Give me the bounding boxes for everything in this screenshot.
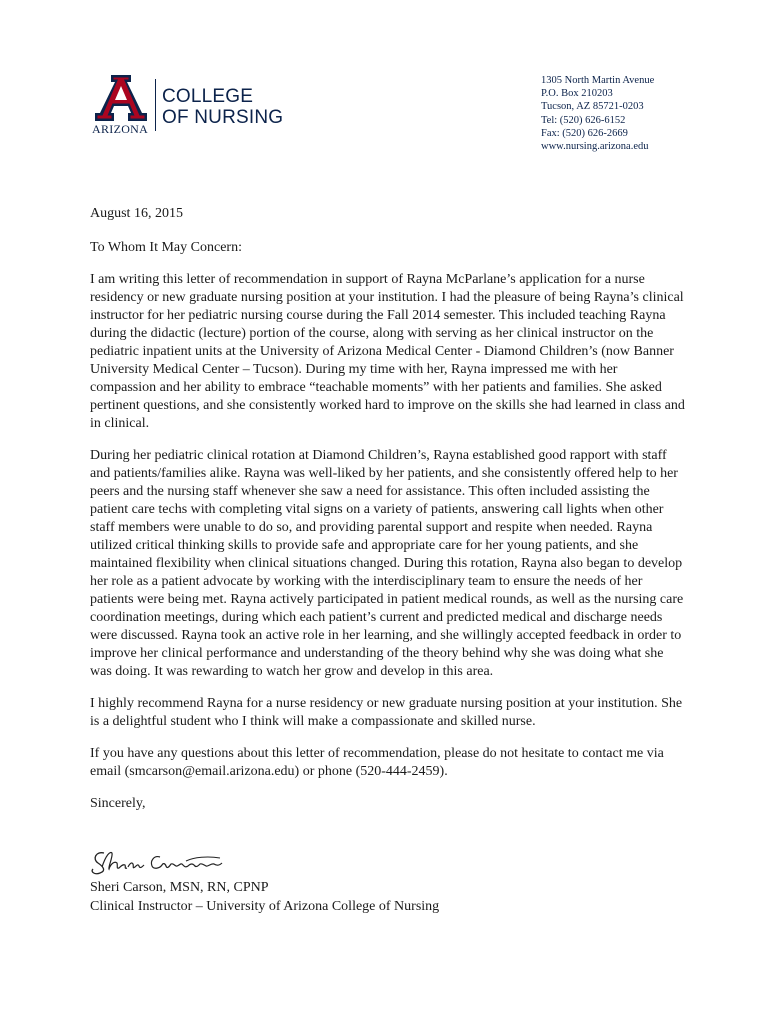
address-telephone: Tel: (520) 626-6152 (541, 114, 626, 126)
logo-divider (155, 79, 156, 131)
letterhead-address (541, 74, 654, 153)
letter-body (90, 205, 685, 813)
logo-arizona-wordmark: ARIZONA (92, 122, 149, 136)
letter-closing: Sincerely, (90, 796, 146, 811)
university-logo (92, 73, 284, 137)
paragraph-introduction: I am writing this letter of recommendation in support of Rayna McParlane’s application for a nurse residency or new graduate nursing position at your institution. I had the pleasure of being Rayna’s clinical instructor for her pediatric nursing course during the Fall 2014 semester. This included teaching Rayna during the didactic (lecture) portion of the course, along with serving as her clinical instructor on the pediatric inpatient units at the University of Arizona Medical Center - Diamond Children’s (now Banner University Medical Center – Tucson). During my time with her, Rayna impressed me with her compassion and her ability to embrace “teachable moments” with her patients and families. She asked pertinent questions, and she consistently worked hard to improve on the skills she had learned in class and in clinical. (90, 272, 685, 431)
paragraph-contact: If you have any questions about this letter of recommendation, please do not hesitate to contact me via email (smcarson@email.arizona.edu) or phone (520-444-2459). (90, 746, 664, 779)
signer-title: Clinical Instructor – University of Arizona College of Nursing (90, 899, 440, 914)
college-name-line2: OF NURSING (162, 107, 284, 128)
address-po-box: P.O. Box 210203 (541, 88, 613, 100)
paragraph-clinical-rotation: During her pediatric clinical rotation at Diamond Children’s, Rayna established good rapport with staff and patients/families alike. Rayna was well-liked by her patients, and she consistently offered help to her peers and the nursing staff whenever she saw a need for assistance. This often included assisting the patient care techs with completing vital signs on a variety of patients, answering call lights when other staff members were unable to do so, and providing parental support and respite when needed. Rayna utilized critical thinking skills to provide safe and appropriate care for her young patients, and she maintained flexibility when clinical situations changed. During this rotation, Rayna also began to develop her role as a patient advocate by working with the interdisciplinary team to ensure the needs of her patients were being met. Rayna actively participated in patient medical rounds, as well as the nursing care coordination meetings, during which each patient’s current and predicted medical and discharge needs were discussed. Rayna took an active role in her learning, and she willingly accepted feedback in order to improve her clinical performance and understanding of the theory behind why she was doing what she was doing. It was rewarding to watch her grow and develop in this area. (90, 448, 684, 679)
block-a-logo-icon (92, 73, 150, 135)
letter-salutation: To Whom It May Concern: (90, 240, 242, 255)
handwritten-signature (90, 845, 240, 879)
address-street: 1305 North Martin Avenue (541, 75, 655, 86)
paragraph-recommendation: I highly recommend Rayna for a nurse residency or new graduate nursing position at your institution. She is a delightful student who I think will make a compassionate and skilled nurse. (90, 696, 683, 729)
address-city: Tucson, AZ 85721-0203 (541, 101, 644, 113)
letter-date: August 16, 2015 (90, 206, 183, 221)
signer-name: Sheri Carson, MSN, RN, CPNP (90, 880, 269, 895)
address-website: www.nursing.arizona.edu (541, 141, 649, 153)
address-fax: Fax: (520) 626-2669 (541, 127, 628, 139)
college-name-line1: COLLEGE (162, 86, 254, 107)
